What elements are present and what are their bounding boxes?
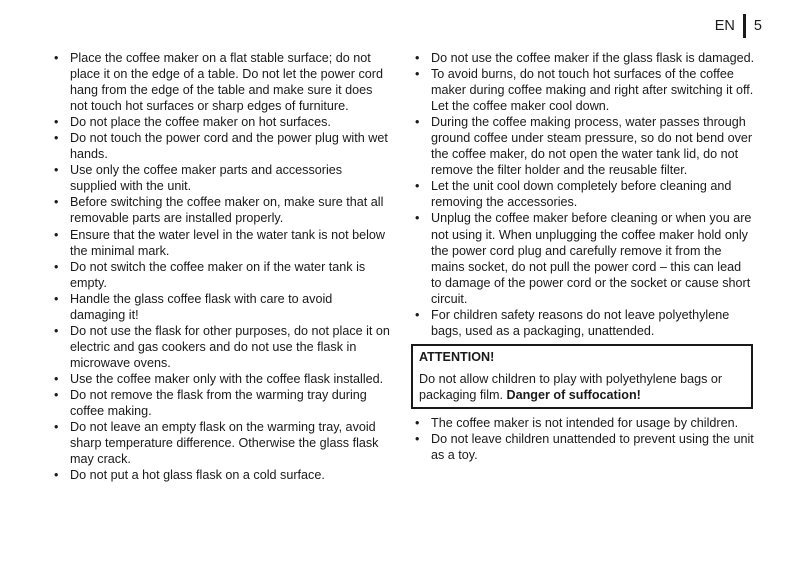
list-item: • For children safety reasons do not leave polyethylene bags, used as a packaging, unattended. [413, 307, 755, 339]
list-item: • Ensure that the water level in the water tank is not below the minimal mark. [52, 227, 390, 259]
list-item: • Use the coffee maker only with the coffee flask installed. [52, 371, 390, 387]
list-item: • Do not switch the coffee maker on if the water tank is empty. [52, 259, 390, 291]
right-safety-list [413, 50, 755, 339]
language-label: EN [714, 18, 735, 34]
list-item: • To avoid burns, do not touch hot surfaces of the coffee maker during coffee making and right after switching it off. Let the coffee maker cool down. [413, 66, 755, 114]
list-item: • Do not use the coffee maker if the glass flask is damaged. [413, 50, 755, 66]
list-item: • Handle the glass coffee flask with care to avoid damaging it! [52, 291, 390, 323]
list-item: • During the coffee making process, water passes through ground coffee under steam pressure, so do not bend over the coffee maker, do not open the water tank lid, do not remove the filter holder and the reusable filter. [413, 114, 755, 178]
list-item: • Do not leave an empty flask on the warming tray, avoid sharp temperature difference. Otherwise the glass flask may crack. [52, 419, 390, 467]
page-header [715, 14, 762, 38]
page-number: 5 [753, 18, 762, 34]
attention-title: ATTENTION! [419, 349, 495, 364]
list-item: • Do not place the coffee maker on hot surfaces. [52, 114, 390, 130]
right-safety-list-continued [413, 415, 755, 463]
header-divider [743, 14, 746, 38]
right-column [413, 50, 755, 463]
attention-text: Do not allow children to play with polyethylene bags or packaging film. [419, 371, 723, 402]
list-item: • Unplug the coffee maker before cleaning or when you are not using it. When unplugging the coffee maker hold only the power cord plug and carefully remove it from the mains socket, do not pull the power cord – this can lead to damage of the power cord or the socket or cause short circuit. [413, 210, 755, 306]
list-item: • Do not put a hot glass flask on a cold surface. [52, 467, 390, 483]
list-item: • Before switching the coffee maker on, make sure that all removable parts are installed properly. [52, 194, 390, 226]
attention-emphasis: Danger of suffocation! [506, 387, 641, 402]
list-item: • Place the coffee maker on a flat stable surface; do not place it on the edge of a table. Do not let the power cord hang from the edge of the table and make sure it does not touch hot surfaces or sharp edges of furniture. [52, 50, 390, 114]
list-item: • The coffee maker is not intended for usage by children. [413, 415, 755, 431]
left-column [52, 50, 390, 483]
attention-body [419, 371, 745, 403]
left-safety-list [52, 50, 390, 483]
list-item: • Do not leave children unattended to prevent using the unit as a toy. [413, 431, 755, 463]
list-item: • Do not touch the power cord and the power plug with wet hands. [52, 130, 390, 162]
list-item: • Do not use the flask for other purposes, do not place it on electric and gas cookers and do not use the flask in microwave ovens. [52, 323, 390, 371]
list-item: • Let the unit cool down completely before cleaning and removing the accessories. [413, 178, 755, 210]
list-item: • Do not remove the flask from the warming tray during coffee making. [52, 387, 390, 419]
list-item: • Use only the coffee maker parts and accessories supplied with the unit. [52, 162, 390, 194]
attention-box [411, 344, 753, 409]
